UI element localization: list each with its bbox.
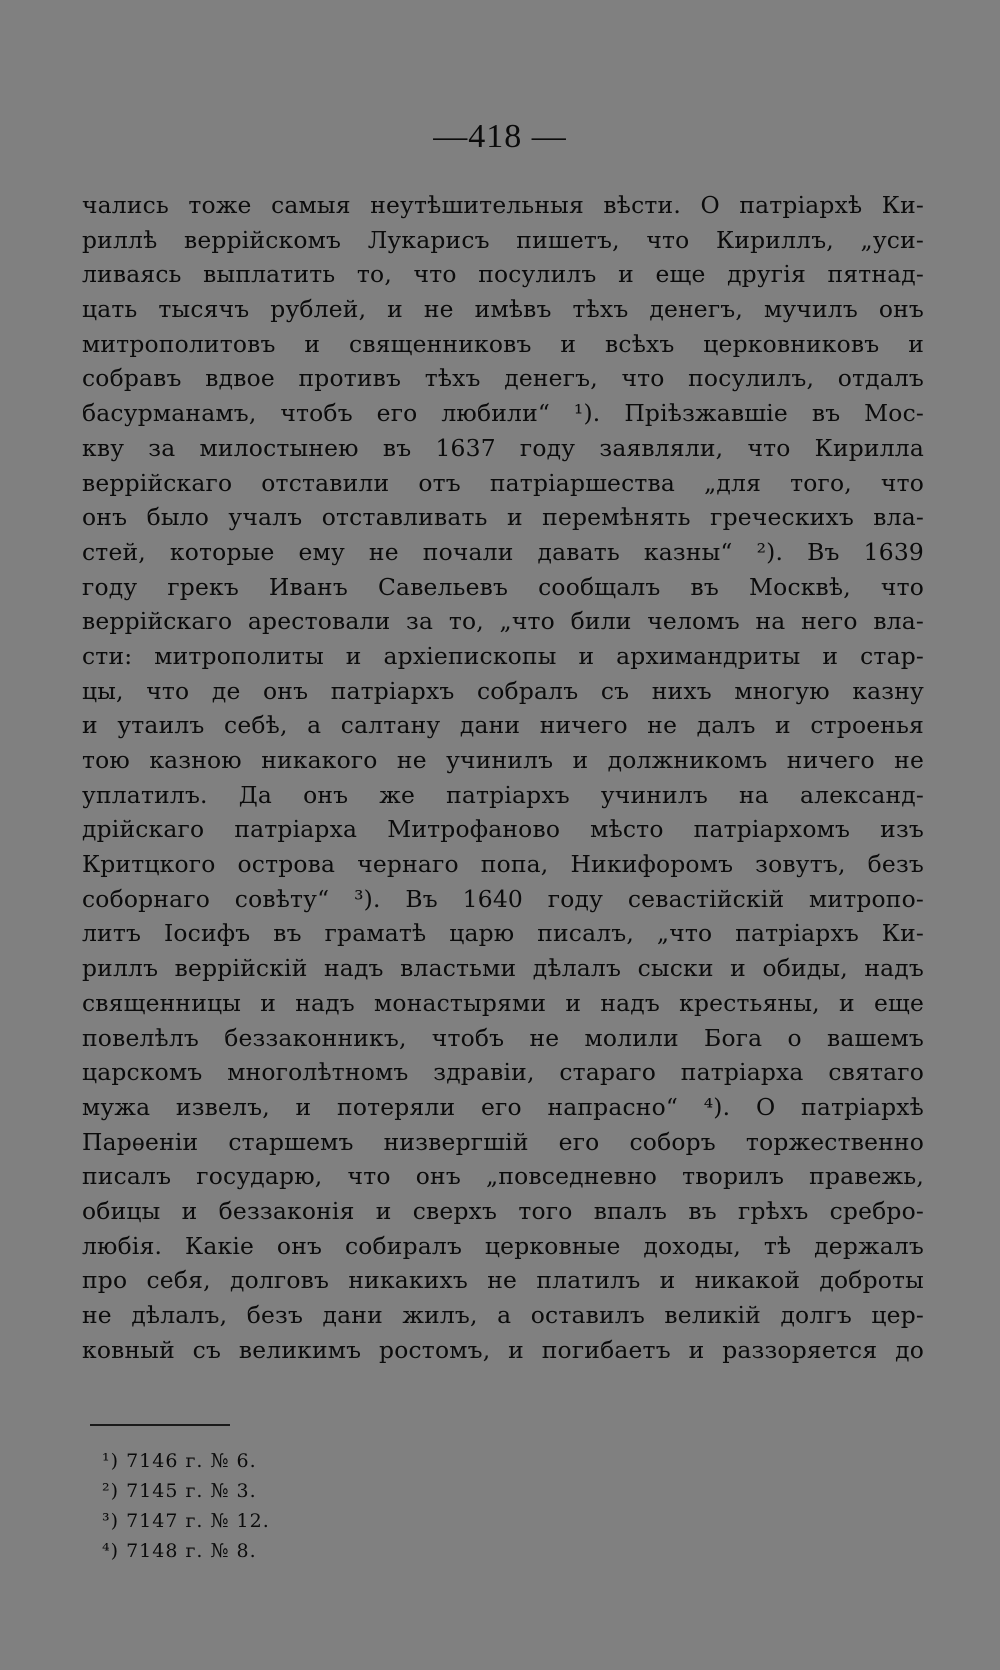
text-line: дрійскаго патріарха Митрофаново мѣсто патріархомъ изъ [82,815,924,844]
text-line: басурманамъ, чтобъ его любили“ ¹). Пріѣзжавшіе въ Мос- [82,399,924,428]
text-line: про себя, долговъ никакихъ не платилъ и никакой доброты [82,1266,924,1295]
text-line: году грекъ Иванъ Савельевъ сообщалъ въ Москвѣ, что [82,572,924,601]
footnote-2: ²) 7145 г. № 3. [102,1480,257,1502]
text-line: веррійскаго отставили отъ патріаршества „для того, что [82,468,924,497]
text-line: обицы и беззаконія и сверхъ того впалъ въ грѣхъ сребро- [82,1196,924,1225]
footnotes [102,1446,270,1566]
text-line: веррійскаго арестовали за то, „что били челомъ на него вла- [82,607,924,636]
text-line: царскомъ многолѣтномъ здравіи, стараго патріарха святаго [82,1058,924,1087]
text-line: литъ Іосифъ въ граматѣ царю писалъ, „что патріархъ Ки- [82,919,924,948]
text-line: ковный съ великимъ ростомъ, и погибаетъ и раззоряется до [82,1335,924,1364]
text-line: риллѣ веррійскомъ Лукарисъ пишетъ, что Кириллъ, „уси- [82,225,924,254]
text-line: цать тысячъ рублей, и не имѣвъ тѣхъ денегъ, мучилъ онъ [82,295,924,324]
text-line: кву за милостынею въ 1637 году заявляли, что Кирилла [82,433,924,462]
text-line: митрополитовъ и священниковъ и всѣхъ церковниковъ и [82,329,924,358]
text-line: священницы и надъ монастырями и надъ крестьяны, и еще [82,988,924,1017]
text-line: мужа извелъ, и потеряли его напрасно“ ⁴). О патріархѣ [82,1092,924,1121]
text-line: и утаилъ себѣ, а салтану дани ничего не далъ и строенья [82,711,924,740]
text-line: собравъ вдвое противъ тѣхъ денегъ, что посулилъ, отдалъ [82,364,924,393]
text-line: стей, которые ему не почали давать казны“ ²). Въ 1639 [82,537,924,566]
text-line: ливаясь выплатить то, что посулилъ и еще другія пятнад- [82,260,924,289]
text-line: повелѣлъ беззаконникъ, чтобъ не молили Бога о вашемъ [82,1023,924,1052]
text-line: уплатилъ. Да онъ же патріархъ учинилъ на александ- [82,780,924,809]
text-line: не дѣлалъ, безъ дани жилъ, а оставилъ великій долгъ цер- [82,1301,924,1329]
text-line: тою казною никакого не учинилъ и должникомъ ничего не [82,746,924,774]
page-number: —418 — [433,118,567,155]
footnote-4: ⁴) 7148 г. № 8. [102,1540,257,1562]
text-line: цы, что де онъ патріархъ собралъ съ нихъ многую казну [82,676,924,705]
text-line: соборнаго совѣту“ ³). Въ 1640 году севастійскій митропо- [82,884,924,913]
text-line: любія. Какіе онъ собиралъ церковные доходы, тѣ держалъ [82,1231,924,1260]
text-line: писалъ государю, что онъ „повседневно творилъ правежь, [82,1162,924,1191]
body-text [82,188,924,1367]
text-line: онъ было учалъ отставливать и перемѣнять греческихъ вла- [82,503,924,532]
footnote-divider [90,1424,230,1426]
text-line: Критцкого острова чернаго попа, Никифоромъ зовутъ, безъ [82,850,924,879]
text-line: риллъ веррійскій надъ властьми дѣлалъ сыски и обиды, надъ [82,954,924,983]
text-line: чались тоже самыя неутѣшительныя вѣсти. О патріархѣ Ки- [82,191,924,219]
text-line: Парѳеніи старшемъ низвергшій его соборъ торжественно [82,1127,924,1156]
footnote-1: ¹) 7146 г. № 6. [102,1450,257,1472]
text-line: сти: митрополиты и архіепископы и архимандриты и стар- [82,641,924,670]
footnote-3: ³) 7147 г. № 12. [102,1510,270,1532]
